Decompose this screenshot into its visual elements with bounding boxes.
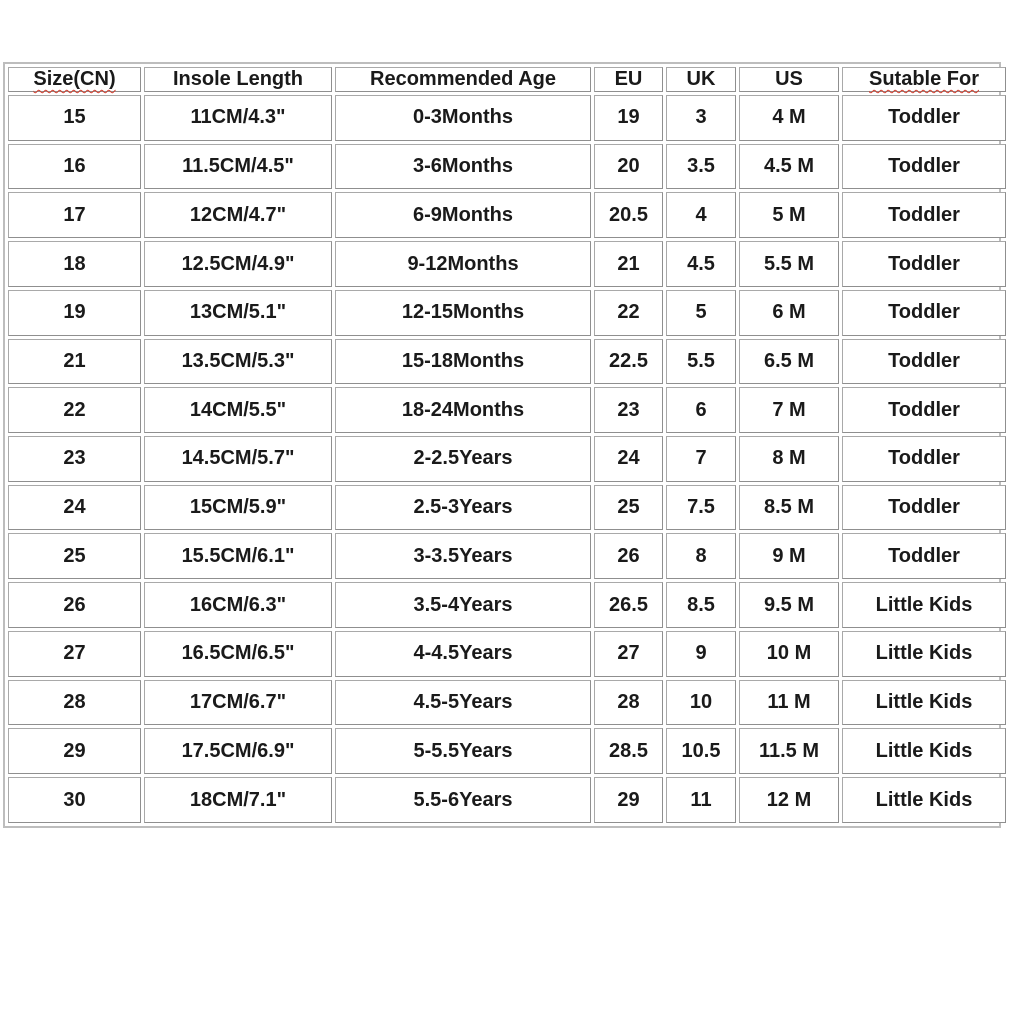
table-row: [8, 777, 1006, 823]
insole-length-cell: 14.5CM/5.7": [144, 436, 332, 482]
recommended-age-cell: 4.5-5Years: [335, 680, 591, 726]
uk-cell: 11: [666, 777, 736, 823]
insole-length-cell: 12.5CM/4.9": [144, 241, 332, 287]
us-cell: 9 M: [739, 533, 839, 579]
table-row: [8, 144, 1006, 190]
us-cell: 11.5 M: [739, 728, 839, 774]
table-row: [8, 95, 1006, 141]
insole-length-cell: 15CM/5.9": [144, 485, 332, 531]
eu-cell: 22.5: [594, 339, 663, 385]
eu-cell: 23: [594, 387, 663, 433]
us-cell: 4 M: [739, 95, 839, 141]
us-cell: 10 M: [739, 631, 839, 677]
insole-length-cell: 11CM/4.3": [144, 95, 332, 141]
eu-cell: 22: [594, 290, 663, 336]
us-cell: 8.5 M: [739, 485, 839, 531]
eu-cell: 20.5: [594, 192, 663, 238]
size-cn-cell: 16: [8, 144, 141, 190]
uk-cell: 10: [666, 680, 736, 726]
table-row: [8, 631, 1006, 677]
suitable-for-cell: Little Kids: [842, 777, 1006, 823]
eu-cell: 25: [594, 485, 663, 531]
table-row: [8, 582, 1006, 628]
insole-length-cell: 11.5CM/4.5": [144, 144, 332, 190]
uk-cell: 8: [666, 533, 736, 579]
insole-length-cell: 17.5CM/6.9": [144, 728, 332, 774]
recommended-age-cell: 3-6Months: [335, 144, 591, 190]
size-cn-cell: 29: [8, 728, 141, 774]
size-cn-cell: 15: [8, 95, 141, 141]
suitable-for-cell: Toddler: [842, 436, 1006, 482]
suitable-for-cell: Little Kids: [842, 582, 1006, 628]
header-insole-length: Insole Length: [144, 67, 332, 92]
eu-cell: 26: [594, 533, 663, 579]
size-cn-cell: 17: [8, 192, 141, 238]
insole-length-cell: 16.5CM/6.5": [144, 631, 332, 677]
eu-cell: 28: [594, 680, 663, 726]
size-cn-cell: 23: [8, 436, 141, 482]
insole-length-cell: 13.5CM/5.3": [144, 339, 332, 385]
uk-cell: 10.5: [666, 728, 736, 774]
eu-cell: 19: [594, 95, 663, 141]
suitable-for-cell: Toddler: [842, 485, 1006, 531]
us-cell: 12 M: [739, 777, 839, 823]
us-cell: 5 M: [739, 192, 839, 238]
us-cell: 5.5 M: [739, 241, 839, 287]
suitable-for-cell: Little Kids: [842, 728, 1006, 774]
recommended-age-cell: 4-4.5Years: [335, 631, 591, 677]
eu-cell: 20: [594, 144, 663, 190]
insole-length-cell: 16CM/6.3": [144, 582, 332, 628]
size-cn-cell: 18: [8, 241, 141, 287]
header-suitable-for-label: Sutable For: [868, 68, 979, 90]
us-cell: 7 M: [739, 387, 839, 433]
us-cell: 4.5 M: [739, 144, 839, 190]
size-cn-cell: 21: [8, 339, 141, 385]
recommended-age-cell: 12-15Months: [335, 290, 591, 336]
recommended-age-cell: 3-3.5Years: [335, 533, 591, 579]
header-row: [8, 67, 1006, 92]
recommended-age-cell: 5.5-6Years: [335, 777, 591, 823]
table-row: [8, 290, 1006, 336]
uk-cell: 5.5: [666, 339, 736, 385]
size-chart: [3, 62, 1001, 828]
uk-cell: 7: [666, 436, 736, 482]
size-cn-cell: 27: [8, 631, 141, 677]
uk-cell: 4.5: [666, 241, 736, 287]
suitable-for-cell: Toddler: [842, 387, 1006, 433]
recommended-age-cell: 2-2.5Years: [335, 436, 591, 482]
table-row: [8, 241, 1006, 287]
header-eu: EU: [594, 67, 663, 92]
uk-cell: 9: [666, 631, 736, 677]
header-suitable-for: [842, 67, 1006, 92]
recommended-age-cell: 3.5-4Years: [335, 582, 591, 628]
suitable-for-cell: Toddler: [842, 144, 1006, 190]
size-chart-table: [5, 64, 1009, 826]
table-row: [8, 339, 1006, 385]
table-row: [8, 728, 1006, 774]
insole-length-cell: 14CM/5.5": [144, 387, 332, 433]
suitable-for-cell: Toddler: [842, 241, 1006, 287]
uk-cell: 4: [666, 192, 736, 238]
eu-cell: 28.5: [594, 728, 663, 774]
recommended-age-cell: 18-24Months: [335, 387, 591, 433]
uk-cell: 3: [666, 95, 736, 141]
header-size-cn: [8, 67, 141, 92]
uk-cell: 6: [666, 387, 736, 433]
header-us: US: [739, 67, 839, 92]
us-cell: 8 M: [739, 436, 839, 482]
suitable-for-cell: Toddler: [842, 192, 1006, 238]
uk-cell: 8.5: [666, 582, 736, 628]
insole-length-cell: 13CM/5.1": [144, 290, 332, 336]
eu-cell: 21: [594, 241, 663, 287]
suitable-for-cell: Toddler: [842, 339, 1006, 385]
us-cell: 11 M: [739, 680, 839, 726]
table-row: [8, 680, 1006, 726]
recommended-age-cell: 2.5-3Years: [335, 485, 591, 531]
eu-cell: 24: [594, 436, 663, 482]
insole-length-cell: 12CM/4.7": [144, 192, 332, 238]
suitable-for-cell: Toddler: [842, 95, 1006, 141]
eu-cell: 29: [594, 777, 663, 823]
eu-cell: 26.5: [594, 582, 663, 628]
size-cn-cell: 26: [8, 582, 141, 628]
table-body: [8, 95, 1006, 823]
suitable-for-cell: Little Kids: [842, 680, 1006, 726]
size-cn-cell: 24: [8, 485, 141, 531]
us-cell: 6 M: [739, 290, 839, 336]
size-cn-cell: 25: [8, 533, 141, 579]
uk-cell: 5: [666, 290, 736, 336]
header-size-cn-label: Size(CN): [33, 68, 116, 90]
header-recommended-age: Recommended Age: [335, 67, 591, 92]
suitable-for-cell: Toddler: [842, 290, 1006, 336]
recommended-age-cell: 5-5.5Years: [335, 728, 591, 774]
recommended-age-cell: 15-18Months: [335, 339, 591, 385]
table-row: [8, 485, 1006, 531]
us-cell: 6.5 M: [739, 339, 839, 385]
size-cn-cell: 30: [8, 777, 141, 823]
header-uk: UK: [666, 67, 736, 92]
table-row: [8, 192, 1006, 238]
size-cn-cell: 28: [8, 680, 141, 726]
insole-length-cell: 15.5CM/6.1": [144, 533, 332, 579]
table-row: [8, 533, 1006, 579]
recommended-age-cell: 6-9Months: [335, 192, 591, 238]
suitable-for-cell: Toddler: [842, 533, 1006, 579]
recommended-age-cell: 9-12Months: [335, 241, 591, 287]
uk-cell: 7.5: [666, 485, 736, 531]
size-cn-cell: 22: [8, 387, 141, 433]
us-cell: 9.5 M: [739, 582, 839, 628]
eu-cell: 27: [594, 631, 663, 677]
suitable-for-cell: Little Kids: [842, 631, 1006, 677]
insole-length-cell: 17CM/6.7": [144, 680, 332, 726]
table-row: [8, 436, 1006, 482]
recommended-age-cell: 0-3Months: [335, 95, 591, 141]
insole-length-cell: 18CM/7.1": [144, 777, 332, 823]
uk-cell: 3.5: [666, 144, 736, 190]
size-cn-cell: 19: [8, 290, 141, 336]
table-row: [8, 387, 1006, 433]
